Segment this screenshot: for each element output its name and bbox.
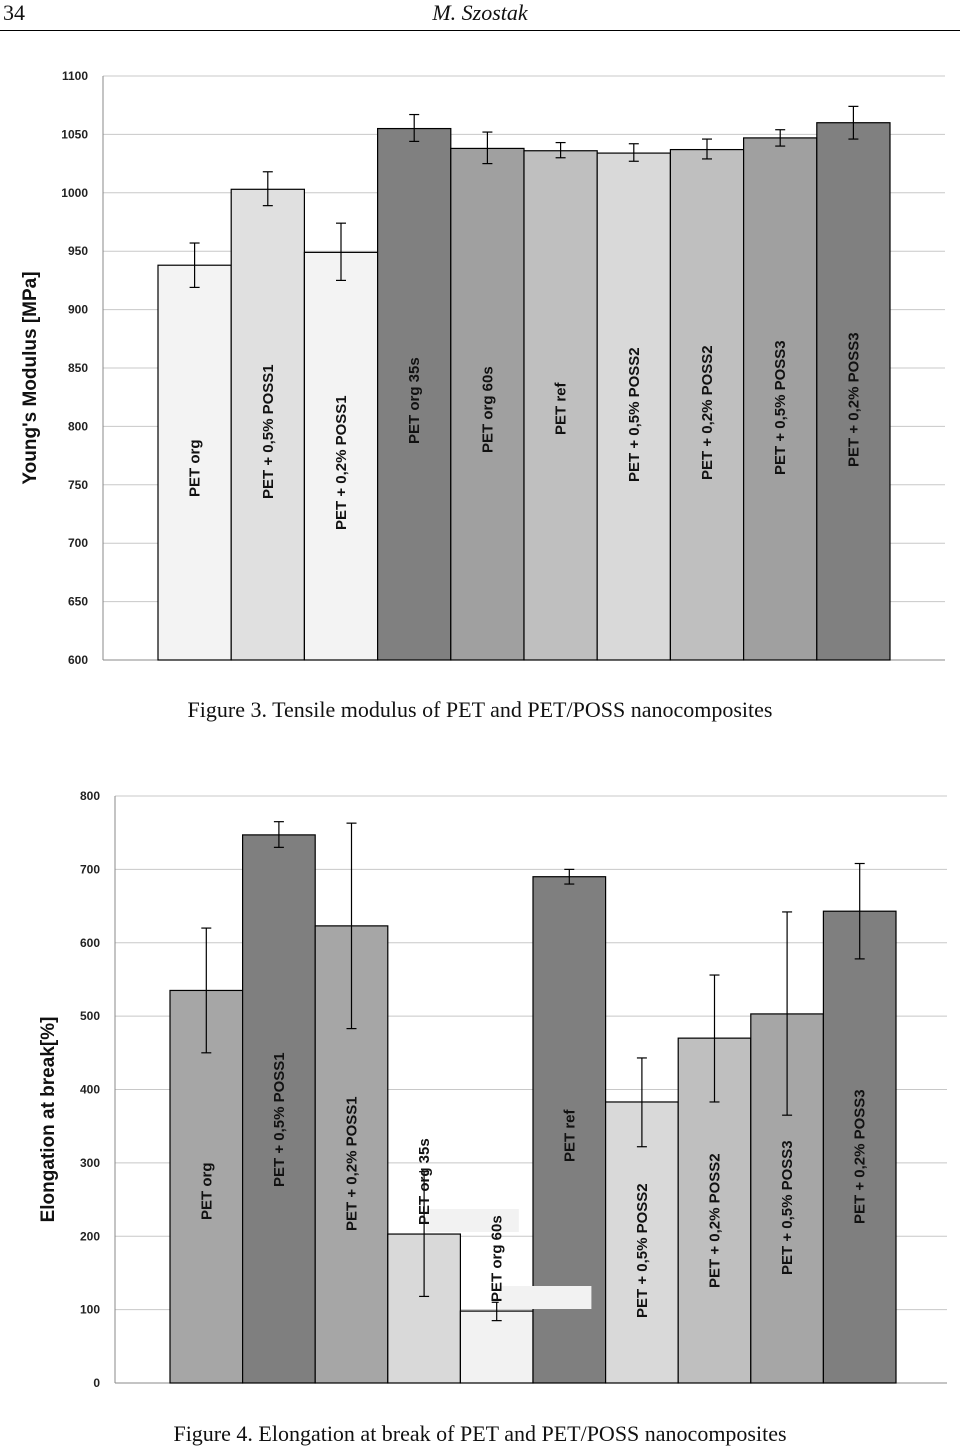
fig3-bar-label: PET + 0,2% POSS1	[333, 395, 350, 530]
fig4-y-tick-label: 100	[79, 1302, 100, 1317]
fig4-y-tick-label: 500	[79, 1009, 100, 1024]
page-number: 34	[3, 0, 25, 25]
fig3-y-tick-label: 600	[67, 653, 88, 667]
fig4-bar-label: PET org 35s	[416, 1138, 434, 1225]
fig4-bar-label: PET + 0,5% POSS1	[270, 1052, 288, 1187]
fig3-y-tick-label: 850	[67, 361, 88, 375]
fig3-bar-label: PET org 35s	[406, 357, 424, 444]
fig4-y-axis-label: Elongation at break[%]	[38, 1016, 59, 1223]
fig4-bar-label: PET org 60s	[488, 1215, 506, 1302]
fig3-y-tick-label: 650	[67, 594, 88, 609]
fig4-y-tick-label: 800	[79, 789, 100, 803]
fig4-y-tick-label: 600	[79, 935, 100, 950]
fig3-y-tick-label: 1100	[61, 69, 88, 83]
fig4-bar-label: PET + 0,5% POSS3	[779, 1140, 797, 1275]
figure-3-svg	[0, 55, 960, 675]
fig3-bar-label: PET + 0,5% POSS2	[625, 347, 643, 482]
fig3-bar-label: PET + 0,2% POSS2	[699, 345, 716, 480]
fig4-bar-label: PET + 0,2% POSS3	[851, 1089, 869, 1224]
fig3-bar-label: PET org 60s	[479, 366, 497, 453]
figure-4-svg	[0, 780, 960, 1400]
fig4-y-tick-label: 400	[79, 1082, 100, 1097]
fig3-bar-label: PET + 0,5% POSS1	[259, 364, 277, 499]
fig4-y-tick-label: 300	[79, 1155, 100, 1170]
fig4-bar-label: PET + 0,2% POSS1	[343, 1096, 361, 1231]
fig4-bar	[460, 1311, 533, 1383]
fig3-y-tick-label: 1050	[61, 127, 88, 142]
fig3-y-tick-label: 900	[67, 302, 88, 317]
fig4-bar-label: PET ref	[561, 1109, 579, 1162]
page-header	[0, 0, 960, 31]
fig3-y-tick-label: 700	[67, 536, 88, 551]
fig3-bar-label: PET ref	[552, 382, 570, 435]
fig4-bar-label: PET org	[198, 1162, 216, 1220]
fig4-y-tick-label: 0	[93, 1376, 100, 1390]
running-head: M. Szostak	[432, 0, 528, 25]
fig3-y-tick-label: 1000	[61, 185, 88, 200]
fig4-bar-label: PET + 0,5% POSS2	[633, 1183, 651, 1318]
fig4-y-tick-label: 700	[79, 862, 100, 877]
figure-4-chart	[0, 780, 960, 1400]
fig3-y-tick-label: 950	[67, 244, 88, 259]
fig4-y-tick-label: 200	[79, 1229, 100, 1244]
fig4-bar-label-bg	[499, 1286, 592, 1309]
fig3-bar-label: PET + 0,5% POSS3	[772, 340, 790, 475]
figure-3-caption: Figure 3. Tensile modulus of PET and PET/POSS nanocomposites	[187, 697, 773, 722]
fig3-bar-label: PET + 0,2% POSS3	[845, 332, 863, 467]
figure-3-chart	[0, 55, 960, 675]
fig4-bar-label: PET + 0,2% POSS2	[706, 1153, 724, 1288]
fig3-y-tick-label: 750	[67, 477, 88, 492]
figure-4-caption: Figure 4. Elongation at break of PET and PET/POSS nanocomposites	[173, 1421, 787, 1446]
fig3-y-tick-label: 800	[67, 419, 88, 434]
fig3-y-axis-label: Young's Modulus [MPa]	[20, 271, 41, 485]
fig3-bar-label: PET org	[186, 439, 204, 497]
